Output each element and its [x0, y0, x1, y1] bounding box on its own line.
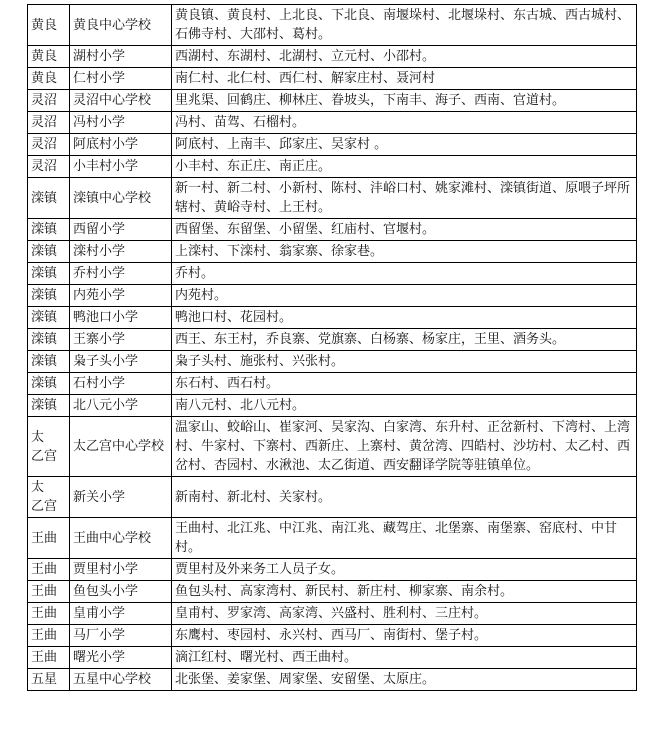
school-cell: 贾里村小学	[70, 559, 172, 581]
table-row	[28, 417, 637, 477]
area-cell: 乔村。	[172, 263, 637, 285]
table-row	[28, 46, 637, 68]
area-cell: 西湖村、东湖村、北湖村、立元村、小邵村。	[172, 46, 637, 68]
town-cell: 灵沼	[28, 156, 70, 178]
school-cell: 湖村小学	[70, 46, 172, 68]
town-cell: 王曲	[28, 559, 70, 581]
area-cell: 东石村、西石村。	[172, 373, 637, 395]
school-cell: 滦村小学	[70, 241, 172, 263]
table-row	[28, 219, 637, 241]
town-cell: 太 乙宫	[28, 417, 70, 477]
table-row	[28, 647, 637, 669]
school-cell: 滦镇中心学校	[70, 178, 172, 219]
town-cell: 滦镇	[28, 351, 70, 373]
table-row	[28, 518, 637, 559]
area-cell: 里兆渠、回鹤庄、柳林庄、眷坡头，下南丰、海子、西南、官道村。	[172, 90, 637, 112]
town-cell: 黄良	[28, 5, 70, 46]
table-row	[28, 112, 637, 134]
school-cell: 王寨小学	[70, 329, 172, 351]
school-cell: 小丰村小学	[70, 156, 172, 178]
area-cell: 西留堡、东留堡、小留堡、红庙村、官堰村。	[172, 219, 637, 241]
town-cell: 灵沼	[28, 90, 70, 112]
school-cell: 鸭池口小学	[70, 307, 172, 329]
town-cell: 滦镇	[28, 263, 70, 285]
town-cell: 滦镇	[28, 395, 70, 417]
area-cell: 枭子头村、施张村、兴张村。	[172, 351, 637, 373]
area-cell: 鱼包头村、高家湾村、新民村、新庄村、柳家寨、南余村。	[172, 581, 637, 603]
area-cell: 北张堡、姜家堡、周家堡、安留堡、太原庄。	[172, 669, 637, 691]
area-cell: 南八元村、北八元村。	[172, 395, 637, 417]
town-cell: 灵沼	[28, 112, 70, 134]
table-row	[28, 373, 637, 395]
town-cell: 太 乙宫	[28, 477, 70, 518]
school-cell: 石村小学	[70, 373, 172, 395]
table-row	[28, 307, 637, 329]
area-cell: 鸭池口村、花园村。	[172, 307, 637, 329]
town-cell: 黄良	[28, 68, 70, 90]
school-cell: 新关小学	[70, 477, 172, 518]
school-cell: 灵沼中心学校	[70, 90, 172, 112]
area-cell: 新一村、新二村、小新村、陈村、沣峪口村、姚家滩村、滦镇街道、原喂子坪所辖村、黄峪寺村、上王村。	[172, 178, 637, 219]
table-row	[28, 241, 637, 263]
table-row	[28, 90, 637, 112]
table-row	[28, 477, 637, 518]
town-cell: 灵沼	[28, 134, 70, 156]
table-row	[28, 5, 637, 46]
area-cell: 贾里村及外来务工人员子女。	[172, 559, 637, 581]
town-cell: 滦镇	[28, 219, 70, 241]
area-cell: 内苑村。	[172, 285, 637, 307]
school-cell: 冯村小学	[70, 112, 172, 134]
table-row	[28, 559, 637, 581]
table-body	[28, 5, 637, 691]
town-cell: 滦镇	[28, 307, 70, 329]
area-cell: 东鹰村、枣园村、永兴村、西马厂、南街村、堡子村。	[172, 625, 637, 647]
table-row	[28, 263, 637, 285]
area-cell: 新南村、新北村、关家村。	[172, 477, 637, 518]
area-cell: 黄良镇、黄良村、上北良、下北良、南堰垛村、北堰垛村、东古城、西古城村、石佛寺村、大邵村、葛村。	[172, 5, 637, 46]
town-cell: 滦镇	[28, 329, 70, 351]
town-cell: 滦镇	[28, 241, 70, 263]
table-row	[28, 603, 637, 625]
school-cell: 内苑小学	[70, 285, 172, 307]
town-cell: 黄良	[28, 46, 70, 68]
school-cell: 枭子头小学	[70, 351, 172, 373]
school-cell: 皇甫小学	[70, 603, 172, 625]
area-cell: 皇甫村、罗家湾、高家湾、兴盛村、胜利村、三庄村。	[172, 603, 637, 625]
area-cell: 小丰村、东正庄、南正庄。	[172, 156, 637, 178]
table-row	[28, 178, 637, 219]
town-cell: 王曲	[28, 603, 70, 625]
table-row	[28, 329, 637, 351]
town-cell: 五星	[28, 669, 70, 691]
area-cell: 温家山、蛟峪山、崔家河、吴家沟、白家湾、东升村、正岔新村、下湾村、上湾村、牛家村、下寨村、西新庄、上寨村、黄岔湾、四皓村、沙坊村、太乙村、西岔村、杏园村、水湫池、太乙街道、西安翻译学院等驻镇单位。	[172, 417, 637, 477]
area-cell: 王曲村、北江兆、中江兆、南江兆、藏驾庄、北堡寨、南堡寨、窑底村、中甘村。	[172, 518, 637, 559]
school-cell: 黄良中心学校	[70, 5, 172, 46]
school-cell: 王曲中心学校	[70, 518, 172, 559]
town-cell: 滦镇	[28, 285, 70, 307]
table-row	[28, 351, 637, 373]
table-row	[28, 68, 637, 90]
school-cell: 五星中心学校	[70, 669, 172, 691]
table-row	[28, 134, 637, 156]
table-row	[28, 625, 637, 647]
area-cell: 西王、东王村，乔良寨、党旗寨、白杨寨、杨家庄，王里、酒务头。	[172, 329, 637, 351]
area-cell: 上滦村、下滦村、翁家寨、徐家巷。	[172, 241, 637, 263]
school-cell: 仁村小学	[70, 68, 172, 90]
area-cell: 冯村、苗驾、石榴村。	[172, 112, 637, 134]
school-cell: 西留小学	[70, 219, 172, 241]
area-cell: 阿底村、上南丰、邱家庄、吴家村 。	[172, 134, 637, 156]
area-cell: 南仁村、北仁村、西仁村、解家庄村、聂河村	[172, 68, 637, 90]
school-cell: 鱼包头小学	[70, 581, 172, 603]
table-row	[28, 581, 637, 603]
school-cell: 马厂小学	[70, 625, 172, 647]
table-row	[28, 669, 637, 691]
school-cell: 太乙宫中心学校	[70, 417, 172, 477]
school-cell: 阿底村小学	[70, 134, 172, 156]
town-cell: 王曲	[28, 581, 70, 603]
town-cell: 滦镇	[28, 178, 70, 219]
table-row	[28, 156, 637, 178]
area-cell: 滴江红村、曙光村、西王曲村。	[172, 647, 637, 669]
school-cell: 北八元小学	[70, 395, 172, 417]
town-cell: 王曲	[28, 625, 70, 647]
school-cell: 乔村小学	[70, 263, 172, 285]
table-row	[28, 395, 637, 417]
town-cell: 王曲	[28, 518, 70, 559]
school-cell: 曙光小学	[70, 647, 172, 669]
school-zone-table	[27, 4, 637, 691]
town-cell: 王曲	[28, 647, 70, 669]
table-row	[28, 285, 637, 307]
town-cell: 滦镇	[28, 373, 70, 395]
